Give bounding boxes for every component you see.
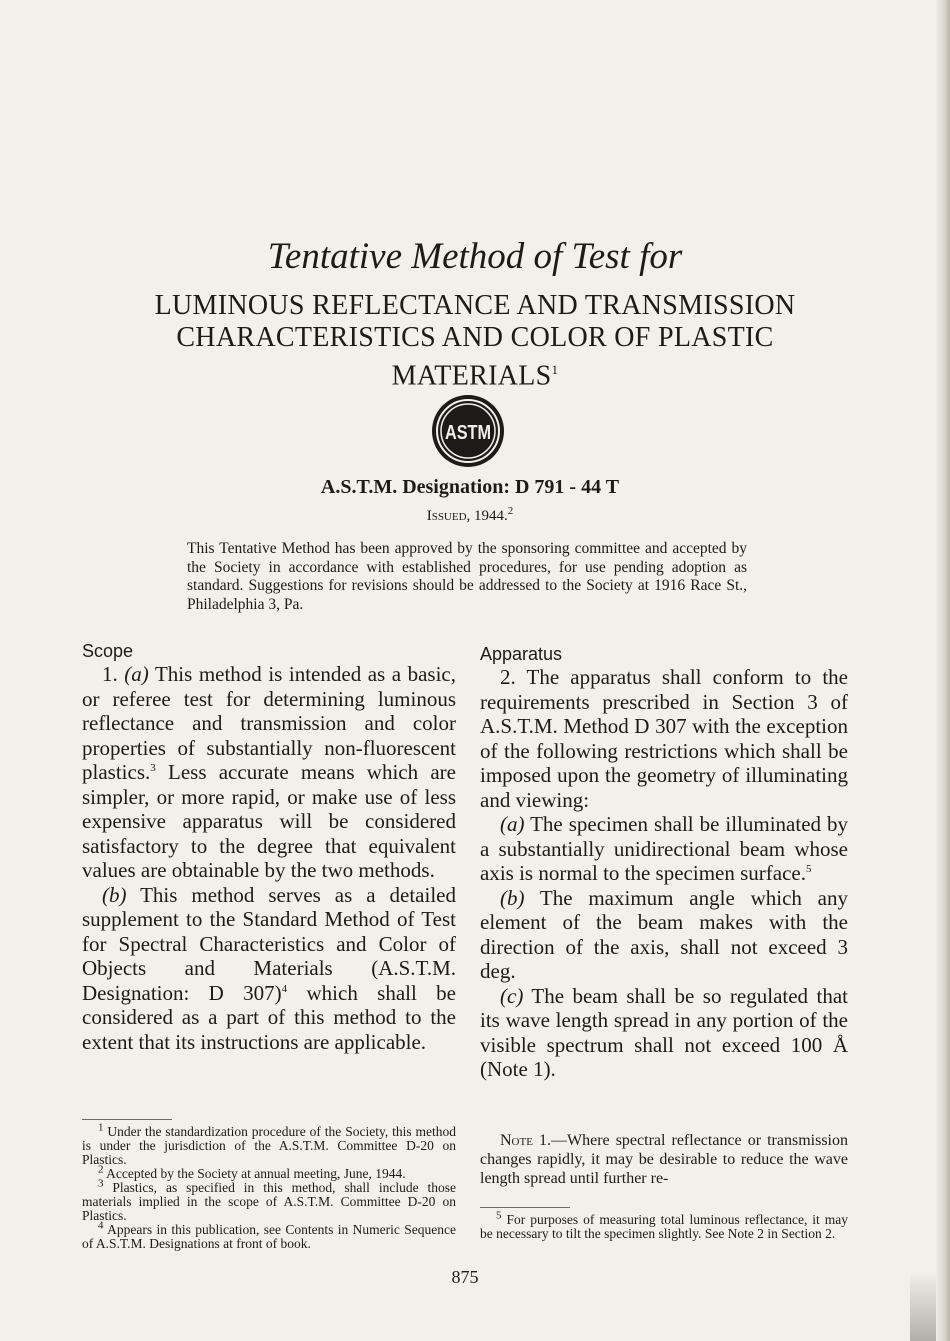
approval-statement: This Tentative Method has been approved by the sponsoring committee and accepted by the Society in accordance with established procedures, for use pending adoption as standard. Suggestions for revisions should be addressed to the Society at 1916 Race St., Philadelphia 3, Pa.	[187, 540, 747, 613]
footnote-5-mark: 5	[496, 1209, 502, 1222]
footnote-4-text: Appears in this publication, see Contents in Numeric Sequence of A.S.T.M. Designations at front of book.	[82, 1222, 456, 1251]
scope-text-b-2: which shall be considered as a part of this method to the extent that its instructions are applicable.	[82, 980, 456, 1054]
scope-paragraph-b	[82, 883, 456, 1055]
scope-text-a-2: Less accurate means which are simpler, or more rapid, or make use of less expensive apparatus will be considered satisfactory to the degree that equivalent values are obtainable by the two methods.	[82, 760, 456, 882]
issued-footnote-mark: 2	[507, 505, 514, 517]
footnote-4-mark: 4	[98, 1219, 104, 1232]
footnote-1-mark: 1	[98, 1121, 104, 1134]
footnote-3	[82, 1177, 456, 1223]
apparatus-text-b: The maximum angle which any element of the beam makes with the direction of the axis, shall not exceed 3 deg.	[480, 885, 848, 983]
scope-label-a: (a)	[124, 662, 149, 686]
apparatus-text-c: The beam shall be so regulated that its wave length spread in any portion of the visible spectrum shall not exceed 100 Å (Note 1).	[480, 983, 848, 1081]
issued-line	[0, 505, 940, 525]
apparatus-heading: Apparatus	[480, 644, 563, 664]
footnote-2	[82, 1163, 456, 1181]
apparatus-label-b: (b)	[500, 885, 525, 910]
scope-label-b: (b)	[102, 882, 127, 907]
issued-year: , 1944.	[466, 508, 508, 524]
footnote-divider-right	[480, 1207, 570, 1208]
astm-logo-icon	[430, 393, 506, 469]
footnote-3-mark: 3	[98, 1177, 104, 1190]
footnote-divider-left	[82, 1119, 172, 1120]
footnote-4	[82, 1219, 456, 1251]
footnote-3-text: Plastics, as specified in this method, shall include those materials implied in the scope of A.S.T.M. Committee D-20 on Plastics.	[82, 1180, 456, 1223]
title-italic: Tentative Method of Test for	[267, 236, 683, 277]
footnote-5-text: For purposes of measuring total luminous reflectance, it may be necessary to tilt the specimen slightly. See Note 2 in Section 2.	[480, 1212, 848, 1241]
apparatus-text-a: The specimen shall be illuminated by a substantially unidirectional beam whose axis is normal to the specimen surface.	[480, 812, 848, 885]
note-1-label: Note 1.	[500, 1132, 551, 1149]
designation: A.S.T.M. Designation: D 791 - 44 T	[320, 476, 620, 498]
apparatus-intro: 2. The apparatus shall conform to the requirements prescribed in Section 3 of A.S.T.M. Method D 307 with the exception of the following restrictions which shall be imposed upon the geometry of illuminating and viewing:	[480, 665, 848, 812]
title-footnote-mark: 1	[551, 362, 559, 377]
footnote-1	[82, 1121, 456, 1167]
apparatus-item-c	[480, 984, 848, 1082]
scope-section	[82, 640, 456, 1054]
scope-paragraph-a	[82, 662, 456, 883]
footnote-2-text: Accepted by the Society at annual meeting, June, 1944.	[103, 1166, 406, 1181]
note-1	[480, 1131, 848, 1188]
apparatus-section	[480, 643, 848, 1082]
note-1-text: —Where spectral reflectance or transmission changes rapidly, it may be desirable to reduce the wave length spread until further re-	[480, 1132, 848, 1187]
apparatus-label-c: (c)	[500, 983, 524, 1008]
logo-text: ASTM	[445, 422, 491, 444]
scope-text-b-1: This method serves as a detailed supplement to the Standard Method of Test for Spectral Characteristics and Color of Objects and Materials (A.S.T.M. Designation: D 307)	[82, 882, 456, 1005]
footnote-ref-3: 3	[150, 762, 156, 774]
footnote-ref-5: 5	[805, 863, 812, 875]
footnote-ref-4: 4	[281, 982, 288, 995]
apparatus-item-a	[480, 812, 848, 886]
footnote-2-mark: 2	[98, 1163, 104, 1176]
footnote-5	[480, 1209, 848, 1241]
footnote-1-text: Under the standardization procedure of the Society, this method is under the jurisdiction of the A.S.T.M. Committee D-20 on Plastics.	[82, 1124, 456, 1167]
footnotes-right	[480, 1209, 848, 1241]
scope-heading: Scope	[82, 641, 134, 661]
apparatus-label-a: (a)	[500, 812, 525, 836]
issued-label: Issued	[426, 508, 467, 524]
page-number: 875	[451, 1267, 479, 1287]
scope-text-a-1: This method is intended as a basic, or referee test for determining luminous reflectance and transmission and color properties of substantially non-fluorescent plastics.	[82, 662, 457, 784]
title-main	[90, 290, 860, 392]
title-main-text: LUMINOUS REFLECTANCE AND TRANSMISSION CHARACTERISTICS AND COLOR OF PLASTIC MATERIALS	[154, 290, 796, 392]
footnotes-left	[82, 1121, 456, 1251]
page-edge-shadow	[936, 0, 950, 1341]
scope-section-number: 1.	[102, 662, 118, 686]
apparatus-item-b	[480, 886, 848, 984]
